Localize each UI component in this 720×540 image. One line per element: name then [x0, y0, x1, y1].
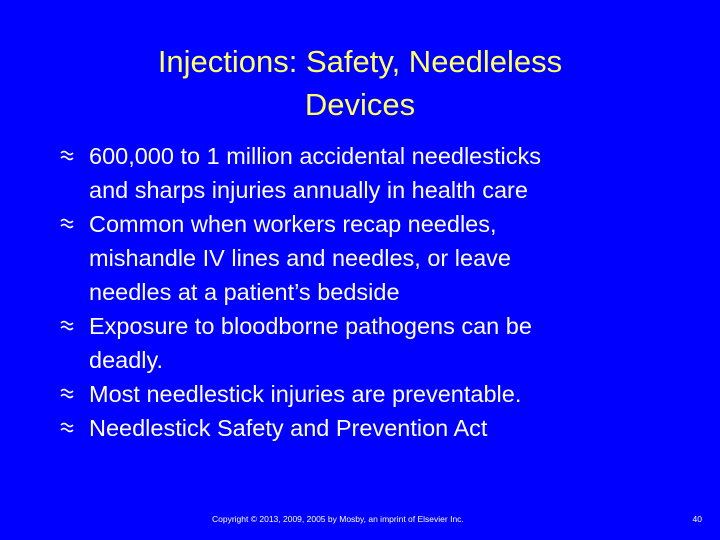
bullet-item — [60, 411, 700, 445]
bullet-text-line: and sharps injuries annually in health care — [89, 177, 528, 203]
slide-title — [60, 40, 660, 126]
wave-bullet-icon — [60, 217, 78, 231]
copyright-notice: Copyright © 2013, 2009, 2005 by Mosby, an imprint of Elsevier Inc. — [212, 514, 464, 524]
bullet-item — [60, 309, 700, 377]
bullet-text-line: Needlestick Safety and Prevention Act — [89, 415, 488, 441]
slide-title-line: Devices — [304, 87, 416, 122]
bullet-text-line: mishandle IV lines and needles, or leave — [89, 245, 511, 271]
page-number: 40 — [692, 514, 702, 524]
bullet-text-line: needles at a patient’s bedside — [89, 279, 400, 305]
wave-bullet-icon — [60, 421, 78, 435]
bullet-text-line: Most needlestick injuries are preventable. — [89, 381, 522, 407]
bullet-text-line: deadly. — [89, 347, 164, 373]
wave-bullet-icon — [60, 149, 78, 163]
bullet-item — [60, 377, 700, 411]
bullet-text-line: 600,000 to 1 million accidental needlesticks — [89, 143, 541, 169]
bullet-text-line: Common when workers recap needles, — [89, 211, 497, 237]
bullet-text-line: Exposure to bloodborne pathogens can be — [89, 313, 532, 339]
slide-title-line: Injections: Safety, Needleless — [157, 44, 563, 79]
bullet-item — [60, 139, 700, 207]
wave-bullet-icon — [60, 387, 78, 401]
bullet-item — [60, 207, 700, 309]
wave-bullet-icon — [60, 319, 78, 333]
bullet-list — [60, 139, 700, 445]
